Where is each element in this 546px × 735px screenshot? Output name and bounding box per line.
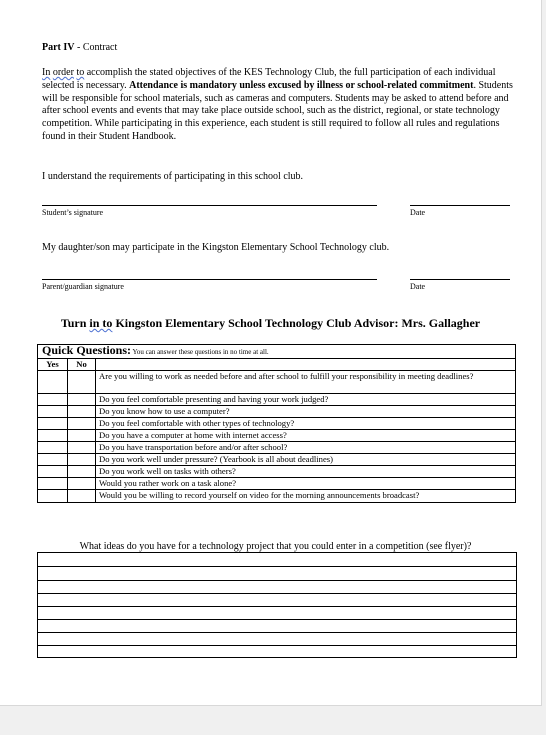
section-heading <box>42 42 117 53</box>
yes-answer-cell[interactable] <box>38 418 68 430</box>
quick-questions-subtitle: You can answer these questions in no time at all. <box>131 348 269 356</box>
question-cell: Do you have transportation before and/or after school? <box>96 442 516 454</box>
quick-questions-title: Quick Questions: <box>42 343 132 357</box>
answer-line <box>38 566 516 567</box>
no-answer-cell[interactable] <box>68 442 96 454</box>
parent-signature-label: Parent/guardian signature <box>42 282 124 291</box>
parent-signature-line <box>42 279 377 280</box>
yes-column-header: Yes <box>38 359 68 371</box>
question-cell: Do you work well under pressure? (Yearbook is all about deadlines) <box>96 454 516 466</box>
no-answer-cell[interactable] <box>68 454 96 466</box>
question-header-cell <box>96 359 516 371</box>
yes-answer-cell[interactable] <box>38 454 68 466</box>
paragraph-text: accomplish the stated objectives of the KES Technology Club, the full participation of each individual selected is necessary. <box>42 67 496 91</box>
section-heading-rest: - Contract <box>74 42 118 53</box>
turn-in-text: Turn <box>60 316 90 330</box>
student-signature-line <box>42 205 377 206</box>
date-label: Date <box>410 282 426 291</box>
student-signature-label: Student’s signature <box>42 208 104 217</box>
yes-answer-cell[interactable] <box>38 490 68 503</box>
no-answer-cell[interactable] <box>68 394 96 406</box>
question-cell: Would you rather work on a task alone? <box>96 478 516 490</box>
question-cell: Do you have a computer at home with internet access? <box>96 430 516 442</box>
spellcheck-word[interactable]: to <box>76 67 85 78</box>
yes-answer-cell[interactable] <box>38 466 68 478</box>
no-answer-cell[interactable] <box>68 371 96 394</box>
contract-paragraph <box>42 67 517 144</box>
student-date-line <box>410 205 510 206</box>
consent-text: My daughter/son may participate in the Kingston Elementary School Technology club. <box>42 242 390 253</box>
answer-line <box>38 619 516 620</box>
no-answer-cell[interactable] <box>68 466 96 478</box>
ideas-answer-box[interactable] <box>37 552 517 658</box>
answer-line <box>38 645 516 646</box>
turn-in-text: Kingston Elementary School Technology Club Advisor: Mrs. Gallagher <box>112 316 481 330</box>
spellcheck-phrase[interactable]: in to <box>89 316 113 330</box>
answer-line <box>38 632 516 633</box>
question-cell: Do you work well on tasks with others? <box>96 466 516 478</box>
question-cell: Are you willing to work as needed before and after school to fulfill your responsibility in meeting deadlines? <box>96 371 516 394</box>
question-cell: Do you know how to use a computer? <box>96 406 516 418</box>
yes-answer-cell[interactable] <box>38 442 68 454</box>
yes-answer-cell[interactable] <box>38 394 68 406</box>
yes-answer-cell[interactable] <box>38 406 68 418</box>
spellcheck-word[interactable]: order <box>52 67 74 78</box>
paragraph-text: . Students will be responsible for school materials, such as cameras and computers. Students may be asked to attend before and after school events and events that may take place outside school, such as the district, regional, or state technology competition. While participating in this experience, each student is still required to follow all rules and regulations found in their Student Handbook. <box>42 79 513 142</box>
section-heading-bold: Part IV <box>42 42 75 53</box>
parent-date-line <box>410 279 510 280</box>
date-label: Date <box>410 208 426 217</box>
answer-line <box>38 580 516 581</box>
quick-questions-table <box>37 344 516 503</box>
question-cell: Do you feel comfortable with other types of technology? <box>96 418 516 430</box>
yes-answer-cell[interactable] <box>38 430 68 442</box>
answer-line <box>38 606 516 607</box>
question-cell: Do you feel comfortable presenting and having your work judged? <box>96 394 516 406</box>
no-answer-cell[interactable] <box>68 490 96 503</box>
quick-questions-header <box>38 345 516 359</box>
question-cell: Would you be willing to record yourself on video for the morning announcements broadcast? <box>96 490 516 503</box>
yes-answer-cell[interactable] <box>38 478 68 490</box>
acknowledgement-text: I understand the requirements of participating in this school club. <box>42 171 304 182</box>
no-answer-cell[interactable] <box>68 418 96 430</box>
ideas-prompt: What ideas do you have for a technology project that you could enter in a competition (see flyer)? <box>79 541 472 552</box>
no-answer-cell[interactable] <box>68 478 96 490</box>
answer-line <box>38 593 516 594</box>
no-answer-cell[interactable] <box>68 406 96 418</box>
attendance-rule: Attendance is mandatory unless excused by illness or school-related commitment <box>129 79 474 91</box>
no-answer-cell[interactable] <box>68 430 96 442</box>
yes-answer-cell[interactable] <box>38 371 68 394</box>
turn-in-instructions <box>0 316 541 331</box>
no-column-header: No <box>68 359 96 371</box>
spellcheck-word[interactable]: In <box>42 67 51 78</box>
